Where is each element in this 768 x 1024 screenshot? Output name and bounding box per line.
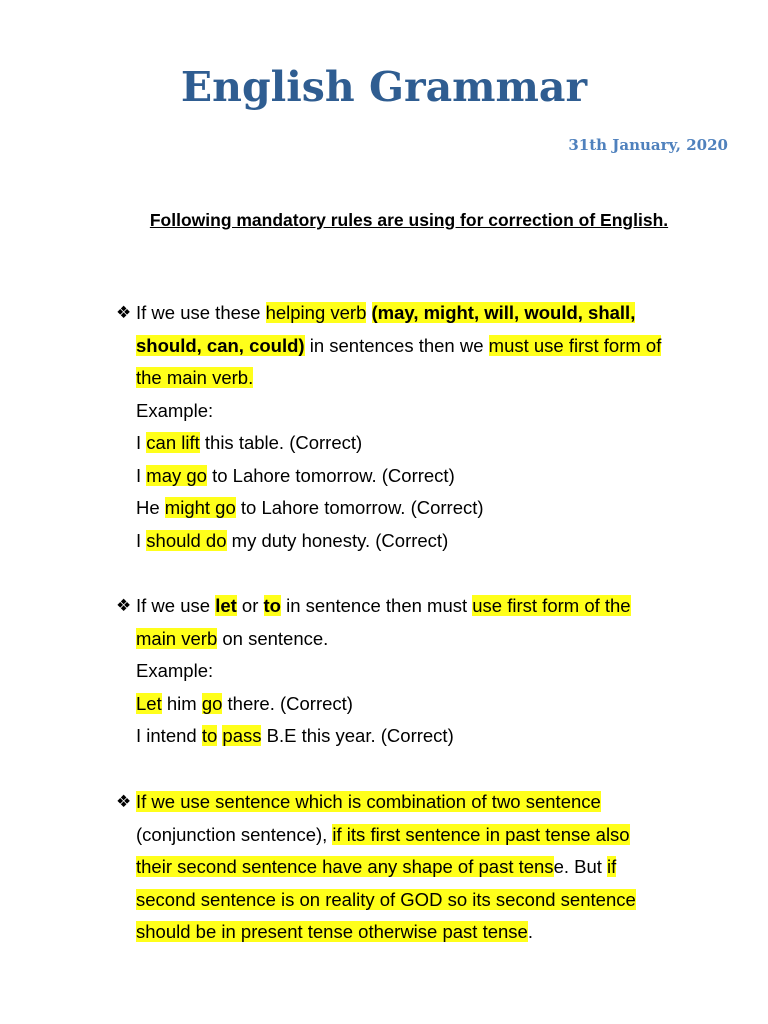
text-run: to Lahore tomorrow. (Correct) [206, 464, 455, 486]
highlighted-text: main verb [136, 627, 218, 649]
rule-3-line-3 [136, 851, 756, 884]
page-title: English Grammar [180, 63, 588, 111]
text-run: If we use these [136, 302, 266, 323]
highlighted-text: use first form of the [472, 595, 631, 616]
highlighted-bold-text: to [263, 595, 281, 616]
text-run: . [527, 921, 533, 942]
text-run: I [136, 529, 147, 551]
text-run: this table. (Correct) [199, 432, 363, 453]
highlighted-text: can lift [146, 432, 200, 453]
highlighted-text: if its first sentence in past tense also [332, 823, 630, 845]
rule-2-example-1 [136, 688, 756, 721]
rule-1-example-4 [136, 525, 756, 558]
text-run: I [136, 432, 147, 453]
text-run: B.E this year. (Correct) [261, 725, 454, 746]
rule-3-line-2 [136, 819, 756, 852]
text-run: in sentence then must [280, 595, 473, 616]
text-run: e. But [553, 856, 608, 877]
rule-2-example-label: Example: [136, 660, 214, 681]
highlighted-text: helping verb [265, 302, 367, 323]
four-diamond-bullet-icon: ❖ [116, 792, 132, 812]
rule-3-line-1 [136, 786, 756, 819]
text-run: on sentence. [217, 627, 329, 649]
text-run [366, 302, 371, 323]
rule-3-text [136, 786, 756, 949]
rule-1-line-1 [136, 297, 756, 330]
text-run: He [136, 497, 165, 518]
text-run: there. (Correct) [222, 692, 353, 714]
text-run: him [161, 692, 202, 714]
rule-1-example-label: Example: [136, 399, 214, 421]
rule-1-example-3 [136, 492, 756, 525]
text-run: to Lahore tomorrow. (Correct) [235, 497, 484, 518]
highlighted-text: should do [146, 529, 227, 551]
rule-3-line-4 [136, 884, 756, 917]
highlighted-text: might go [164, 497, 236, 518]
text-run: (conjunction sentence), [136, 823, 333, 845]
highlighted-text: If we use sentence which is combination of two sentence [136, 791, 601, 812]
highlighted-bold-text: let [215, 595, 237, 616]
text-run: I [136, 464, 147, 486]
rule-2-line-1 [136, 590, 756, 623]
highlighted-text: must use first form of [488, 334, 662, 356]
document-date: 31th January, 2020 [568, 136, 728, 154]
text-run: If we use [136, 595, 216, 616]
highlighted-text: the main verb. [136, 367, 254, 388]
rule-1-line-3 [136, 362, 756, 395]
highlighted-text: if [607, 856, 617, 877]
text-run: or [236, 595, 264, 616]
rule-3-line-5 [136, 916, 756, 949]
rule-2-example-2 [136, 720, 756, 753]
rule-2-text [136, 590, 756, 753]
four-diamond-bullet-icon: ❖ [116, 303, 132, 323]
highlighted-text: Let [136, 692, 162, 714]
text-run: my duty honesty. (Correct) [226, 529, 449, 551]
highlighted-bold-text: should, can, could) [136, 334, 305, 356]
highlighted-text: their second sentence have any shape of past tens [136, 856, 554, 877]
rule-1-example-2 [136, 460, 756, 493]
highlighted-bold-text: (may, might, will, would, shall, [371, 302, 636, 323]
highlighted-text: may go [146, 464, 207, 486]
rule-1-line-2 [136, 330, 756, 363]
highlighted-text: should be in present tense otherwise past tense [136, 921, 528, 942]
four-diamond-bullet-icon: ❖ [116, 596, 132, 616]
text-run: in sentences then we [304, 334, 489, 356]
highlighted-text: to [201, 725, 218, 746]
highlighted-text: second sentence is on reality of GOD so its second sentence [136, 888, 636, 910]
rule-1-text [136, 297, 756, 557]
text-run: I intend [136, 725, 202, 746]
rule-1-example-1 [136, 427, 756, 460]
highlighted-text: go [201, 692, 223, 714]
section-heading: Following mandatory rules are using for correction of English. [149, 210, 669, 230]
rule-2-line-2 [136, 623, 756, 656]
highlighted-text: pass [222, 725, 262, 746]
